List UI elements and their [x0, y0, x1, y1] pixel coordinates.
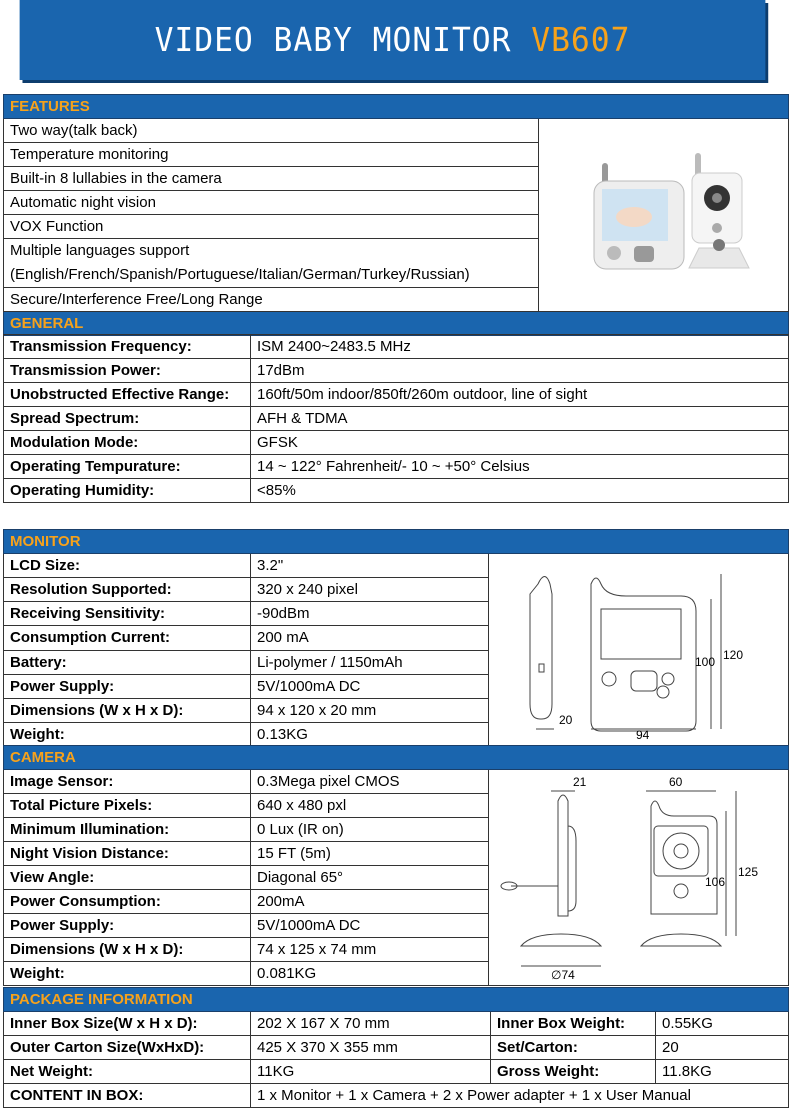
- spec-label: Weight:: [4, 722, 251, 746]
- spec-row: [4, 455, 789, 479]
- product-photo: [539, 119, 789, 312]
- monitor-dim-width: 94: [635, 728, 649, 742]
- title-main: VIDEO BABY MONITOR: [154, 20, 512, 59]
- spec-value: 202 X 167 X 70 mm: [251, 1012, 491, 1036]
- spec-value: AFH & TDMA: [251, 407, 789, 431]
- spec-value: 0.13KG: [251, 722, 489, 746]
- monitor-dim-screen: 100: [694, 655, 715, 669]
- spec-label: Unobstructed Effective Range:: [4, 383, 251, 407]
- camera-table: [3, 745, 789, 986]
- spec-row: [4, 359, 789, 383]
- spec-row: [4, 770, 789, 794]
- content-value: 1 x Monitor + 1 x Camera + 2 x Power adapter + 1 x User Manual: [251, 1084, 789, 1108]
- spec-label: Operating Tempurature:: [4, 455, 251, 479]
- spec-label: Battery:: [4, 650, 251, 674]
- spec-value: 74 x 125 x 74 mm: [251, 938, 489, 962]
- feature-item-text: (English/French/Spanish/Portuguese/Italian/German/Turkey/Russian): [10, 266, 470, 283]
- spec-value: <85%: [251, 479, 789, 503]
- spec-value: 11.8KG: [656, 1060, 789, 1084]
- spec-label: Minimum Illumination:: [4, 818, 251, 842]
- spec-value: 0.55KG: [656, 1012, 789, 1036]
- spec-label: Modulation Mode:: [4, 431, 251, 455]
- spec-label: Power Consumption:: [4, 890, 251, 914]
- camera-dimension-diagram: [489, 770, 789, 986]
- spec-value: 94 x 120 x 20 mm: [251, 698, 489, 722]
- spec-value: 0.081KG: [251, 962, 489, 986]
- spec-label: Night Vision Distance:: [4, 842, 251, 866]
- package-row: [4, 1036, 789, 1060]
- spec-value: 20: [656, 1036, 789, 1060]
- spec-label: Transmission Power:: [4, 359, 251, 383]
- spec-value: 5V/1000mA DC: [251, 674, 489, 698]
- monitor-dim-height: 120: [722, 648, 743, 662]
- spec-row: [4, 383, 789, 407]
- spec-value: 17dBm: [251, 359, 789, 383]
- spec-label: Outer Carton Size(WxHxD):: [4, 1036, 251, 1060]
- spec-value: Diagonal 65°: [251, 866, 489, 890]
- package-row: [4, 1012, 789, 1036]
- package-table: [3, 987, 789, 1108]
- general-table: [3, 334, 789, 503]
- spec-value: 14 ~ 122° Fahrenheit/- 10 ~ +50° Celsius: [251, 455, 789, 479]
- spec-label: Inner Box Weight:: [491, 1012, 656, 1036]
- spec-row: [4, 407, 789, 431]
- spec-row: [4, 335, 789, 359]
- spec-label: Consumption Current:: [4, 626, 251, 650]
- spec-value: 160ft/50m indoor/850ft/260m outdoor, line of sight: [251, 383, 789, 407]
- spec-value: 0 Lux (IR on): [251, 818, 489, 842]
- feature-item: Two way(talk back): [4, 119, 539, 143]
- spec-label: Resolution Supported:: [4, 578, 251, 602]
- camera-dim-base: ∅74: [550, 967, 575, 981]
- spec-row: [4, 479, 789, 503]
- feature-item-languages: [4, 239, 539, 288]
- spec-value: 200 mA: [251, 626, 489, 650]
- spec-label: Transmission Frequency:: [4, 335, 251, 359]
- features-table: [3, 94, 789, 336]
- spec-row: [4, 431, 789, 455]
- spec-value: 425 X 370 X 355 mm: [251, 1036, 491, 1060]
- feature-item: Secure/Interference Free/Long Range: [4, 288, 539, 312]
- spec-label: Net Weight:: [4, 1060, 251, 1084]
- content-label: CONTENT IN BOX:: [4, 1084, 251, 1108]
- feature-item-text: Multiple languages support: [10, 242, 190, 259]
- general-header: GENERAL: [4, 312, 789, 336]
- camera-dim-depth: 21: [572, 774, 586, 789]
- spec-label: Image Sensor:: [4, 770, 251, 794]
- feature-item: Built-in 8 lullabies in the camera: [4, 167, 539, 191]
- monitor-dimension-diagram: [489, 554, 789, 747]
- feature-item: Automatic night vision: [4, 191, 539, 215]
- monitor-table: [3, 529, 789, 747]
- spec-label: Receiving Sensitivity:: [4, 602, 251, 626]
- spec-row: [4, 554, 789, 578]
- spec-label: Spread Spectrum:: [4, 407, 251, 431]
- spec-value: 11KG: [251, 1060, 491, 1084]
- title-banner: [20, 0, 766, 80]
- spec-label: Weight:: [4, 962, 251, 986]
- spec-label: Set/Carton:: [491, 1036, 656, 1060]
- spec-value: GFSK: [251, 431, 789, 455]
- spec-label: Power Supply:: [4, 914, 251, 938]
- spec-value: 640 x 480 pxl: [251, 794, 489, 818]
- camera-dim-width: 60: [668, 774, 682, 789]
- package-header: PACKAGE INFORMATION: [4, 988, 789, 1012]
- title-model: VB607: [531, 20, 631, 59]
- spec-value: 320 x 240 pixel: [251, 578, 489, 602]
- spec-label: Power Supply:: [4, 674, 251, 698]
- spec-label: Dimensions (W x H x D):: [4, 938, 251, 962]
- spec-label: LCD Size:: [4, 554, 251, 578]
- spec-label: Total Picture Pixels:: [4, 794, 251, 818]
- spec-value: -90dBm: [251, 602, 489, 626]
- package-row: [4, 1060, 789, 1084]
- spec-value: Li-polymer / 1150mAh: [251, 650, 489, 674]
- camera-dim-body: 106: [704, 874, 725, 889]
- camera-header: CAMERA: [4, 746, 789, 770]
- spec-value: 3.2": [251, 554, 489, 578]
- spec-label: View Angle:: [4, 866, 251, 890]
- camera-dim-height: 125: [737, 864, 758, 879]
- spec-value: 200mA: [251, 890, 489, 914]
- spec-label: Gross Weight:: [491, 1060, 656, 1084]
- spec-value: 5V/1000mA DC: [251, 914, 489, 938]
- monitor-header: MONITOR: [4, 530, 789, 554]
- features-header: FEATURES: [4, 95, 789, 119]
- monitor-dim-depth: 20: [558, 713, 572, 727]
- feature-item: Temperature monitoring: [4, 143, 539, 167]
- spec-value: 0.3Mega pixel CMOS: [251, 770, 489, 794]
- spec-value: ISM 2400~2483.5 MHz: [251, 335, 789, 359]
- spec-label: Operating Humidity:: [4, 479, 251, 503]
- spec-value: 15 FT (5m): [251, 842, 489, 866]
- feature-item: VOX Function: [4, 215, 539, 239]
- spec-label: Dimensions (W x H x D):: [4, 698, 251, 722]
- spec-label: Inner Box Size(W x H x D):: [4, 1012, 251, 1036]
- package-content-row: [4, 1084, 789, 1108]
